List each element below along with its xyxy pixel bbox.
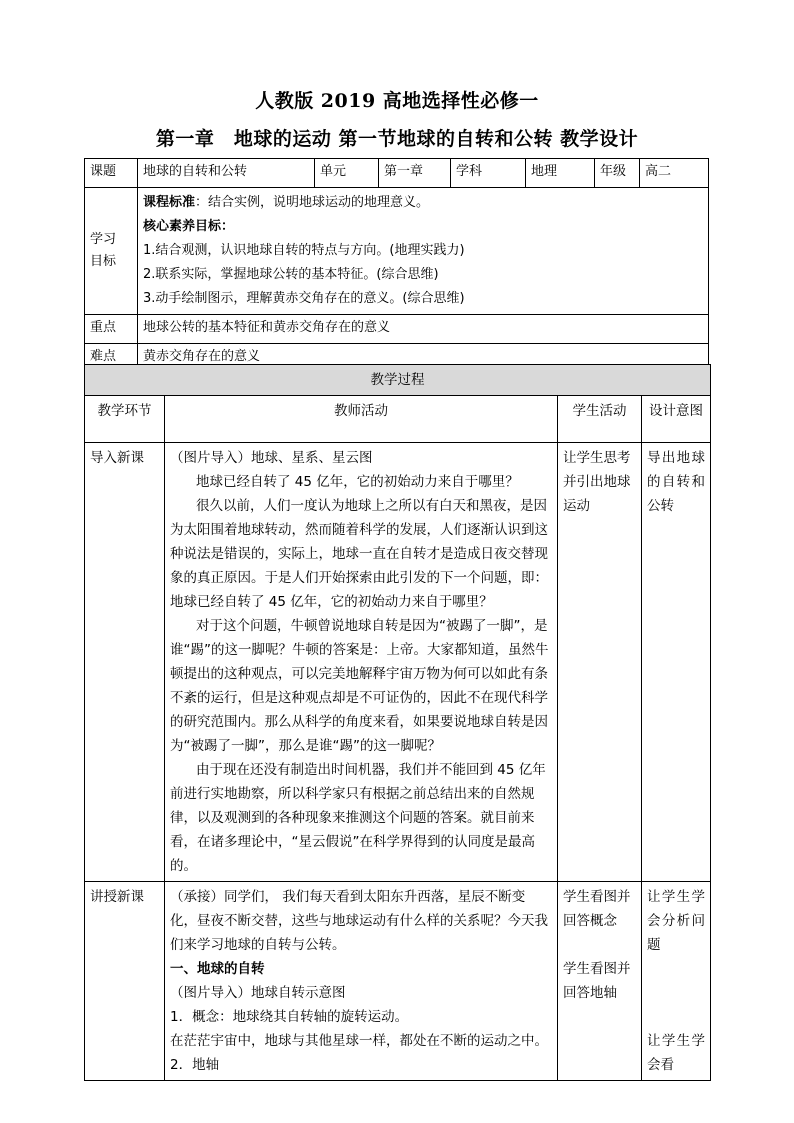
- topic-label: 课题: [85, 159, 138, 188]
- teacher-paragraph: 在茫茫宇宙中，地球与其他星球一样，都处在不断的运动之中。: [170, 1033, 548, 1049]
- student-activity: 学生看图并回答地轴: [563, 961, 631, 1001]
- difficulty-label: 难点: [85, 344, 138, 373]
- col-design: 设计意图: [642, 396, 711, 443]
- grade-label: 年级: [595, 159, 640, 188]
- teacher-paragraph: 由于现在还没有制造出时间机器，我们并不能回到 45 亿年前进行实地勘察，所以科学家只有根据之前总结出来的自然规律，以及观测到的各种现象来推测这个问题的答案。就目前来看，在诸多理论中，“星云假说”在科学界得到的认同度是最高的。: [170, 762, 546, 874]
- process-table: [84, 364, 711, 1081]
- section-heading: 一、地球的自转: [170, 961, 265, 977]
- teacher-paragraph: （图片导入）地球、星系、星云图: [170, 450, 373, 466]
- teacher-paragraph: 地球已经自转了 45 亿年，它的初始动力来自于哪里？: [196, 474, 519, 490]
- student-activity: 学生看图并回答概念: [563, 889, 631, 929]
- teacher-paragraph: （承接）同学们， 我们每天看到太阳东升西落，星辰不断变化，昼夜不断交替，这些与地球运动有什么样的关系呢？今天我们来学习地球的自转与公转。: [170, 889, 548, 953]
- design-intro: 导出地球的自转和公转: [642, 443, 711, 882]
- stage-teach: 讲授新课: [85, 882, 165, 1081]
- process-header-row: [85, 365, 711, 396]
- col-student: 学生活动: [558, 396, 642, 443]
- goal-item: 1.结合观测，认识地球自转的特点与方向。(地理实践力): [143, 243, 465, 258]
- grade-value: 高二: [640, 159, 709, 188]
- unit-label: 单元: [315, 159, 379, 188]
- stage-intro: 导入新课: [85, 443, 165, 882]
- goals-label: [85, 188, 138, 315]
- student-teach: [558, 882, 642, 1081]
- col-teacher: 教师活动: [165, 396, 558, 443]
- subject-label: 学科: [451, 159, 526, 188]
- difficulty-value: 黄赤交角存在的意义: [138, 344, 709, 373]
- subject-value: 地理: [526, 159, 595, 188]
- goals-label-line2: 目标: [90, 254, 117, 269]
- teacher-paragraph: 1．概念：地球绕其自转轴的旋转运动。: [170, 1009, 409, 1025]
- teacher-intro: [165, 443, 558, 882]
- design-teach: [642, 882, 711, 1081]
- document-title: 人教版 2019 高地选择性必修一: [255, 90, 539, 112]
- info-row-goals: [85, 188, 709, 315]
- topic-value: 地球的自转和公转: [138, 159, 315, 188]
- core-literacy-heading: 核心素养目标：: [143, 219, 235, 234]
- process-header: 教学过程: [85, 365, 711, 396]
- info-row-key: [85, 315, 709, 344]
- info-row-topic: [85, 159, 709, 188]
- process-row-teach: [85, 882, 711, 1081]
- key-value: 地球公转的基本特征和黄赤交角存在的意义: [138, 315, 709, 344]
- design-intent: 让学生学会分析问题: [647, 889, 705, 953]
- goal-item: 2.联系实际，掌握地球公转的基本特征。(综合思维): [143, 267, 439, 282]
- key-label: 重点: [85, 315, 138, 344]
- teacher-paragraph: （图片导入）地球自转示意图: [170, 985, 346, 1001]
- teacher-teach: [165, 882, 558, 1081]
- process-column-row: [85, 396, 711, 443]
- design-intent: 让学生学会看: [647, 1033, 705, 1073]
- course-standard-label: 课程标准: [143, 195, 196, 210]
- document-subtitle: 第一章 地球的运动 第一节地球的自转和公转 教学设计: [155, 128, 639, 150]
- spacer: [647, 957, 705, 1029]
- teacher-paragraph: 很久以前，人们一度认为地球上之所以有白天和黑夜，是因为太阳围着地球转动，然而随着科学的发展，人们逐渐认识到这种说法是错误的，实际上，地球一直在自转才是造成日夜交替现象的真正原因。于是人们开始探索由此引发的下一个问题，即：地球已经自转了 45 亿年，它的初始动力来自于哪里？: [170, 498, 548, 610]
- goals-content: [138, 188, 709, 315]
- goals-label-line1: 学习: [90, 232, 117, 247]
- info-table: [84, 158, 709, 373]
- teacher-paragraph: 对于这个问题，牛顿曾说地球自转是因为“被踢了一脚”，是谁“踢”的这一脚呢？牛顿的答案是：上帝。大家都知道，虽然牛顿提出的这种观点，可以完美地解释宇宙万物为何可以如此有条不紊的运行，但是这种观点却是不可证伪的，因此不在现代科学的研究范围内。那么从科学的角度来看，如果要说地球自转是因为“被踢了一脚”，那么是谁“踢”的这一脚呢？: [170, 618, 549, 754]
- student-intro: 让学生思考并引出地球运动: [558, 443, 642, 882]
- process-row-intro: [85, 443, 711, 882]
- unit-value: 第一章: [379, 159, 451, 188]
- course-standard-text: ：结合实例，说明地球运动的地理意义。: [195, 195, 430, 210]
- teacher-paragraph: 2．地轴: [170, 1057, 220, 1073]
- spacer: [563, 933, 636, 957]
- col-stage: 教学环节: [85, 396, 165, 443]
- course-standard: [143, 191, 703, 215]
- goal-item: 3.动手绘制图示，理解黄赤交角存在的意义。(综合思维): [143, 291, 465, 306]
